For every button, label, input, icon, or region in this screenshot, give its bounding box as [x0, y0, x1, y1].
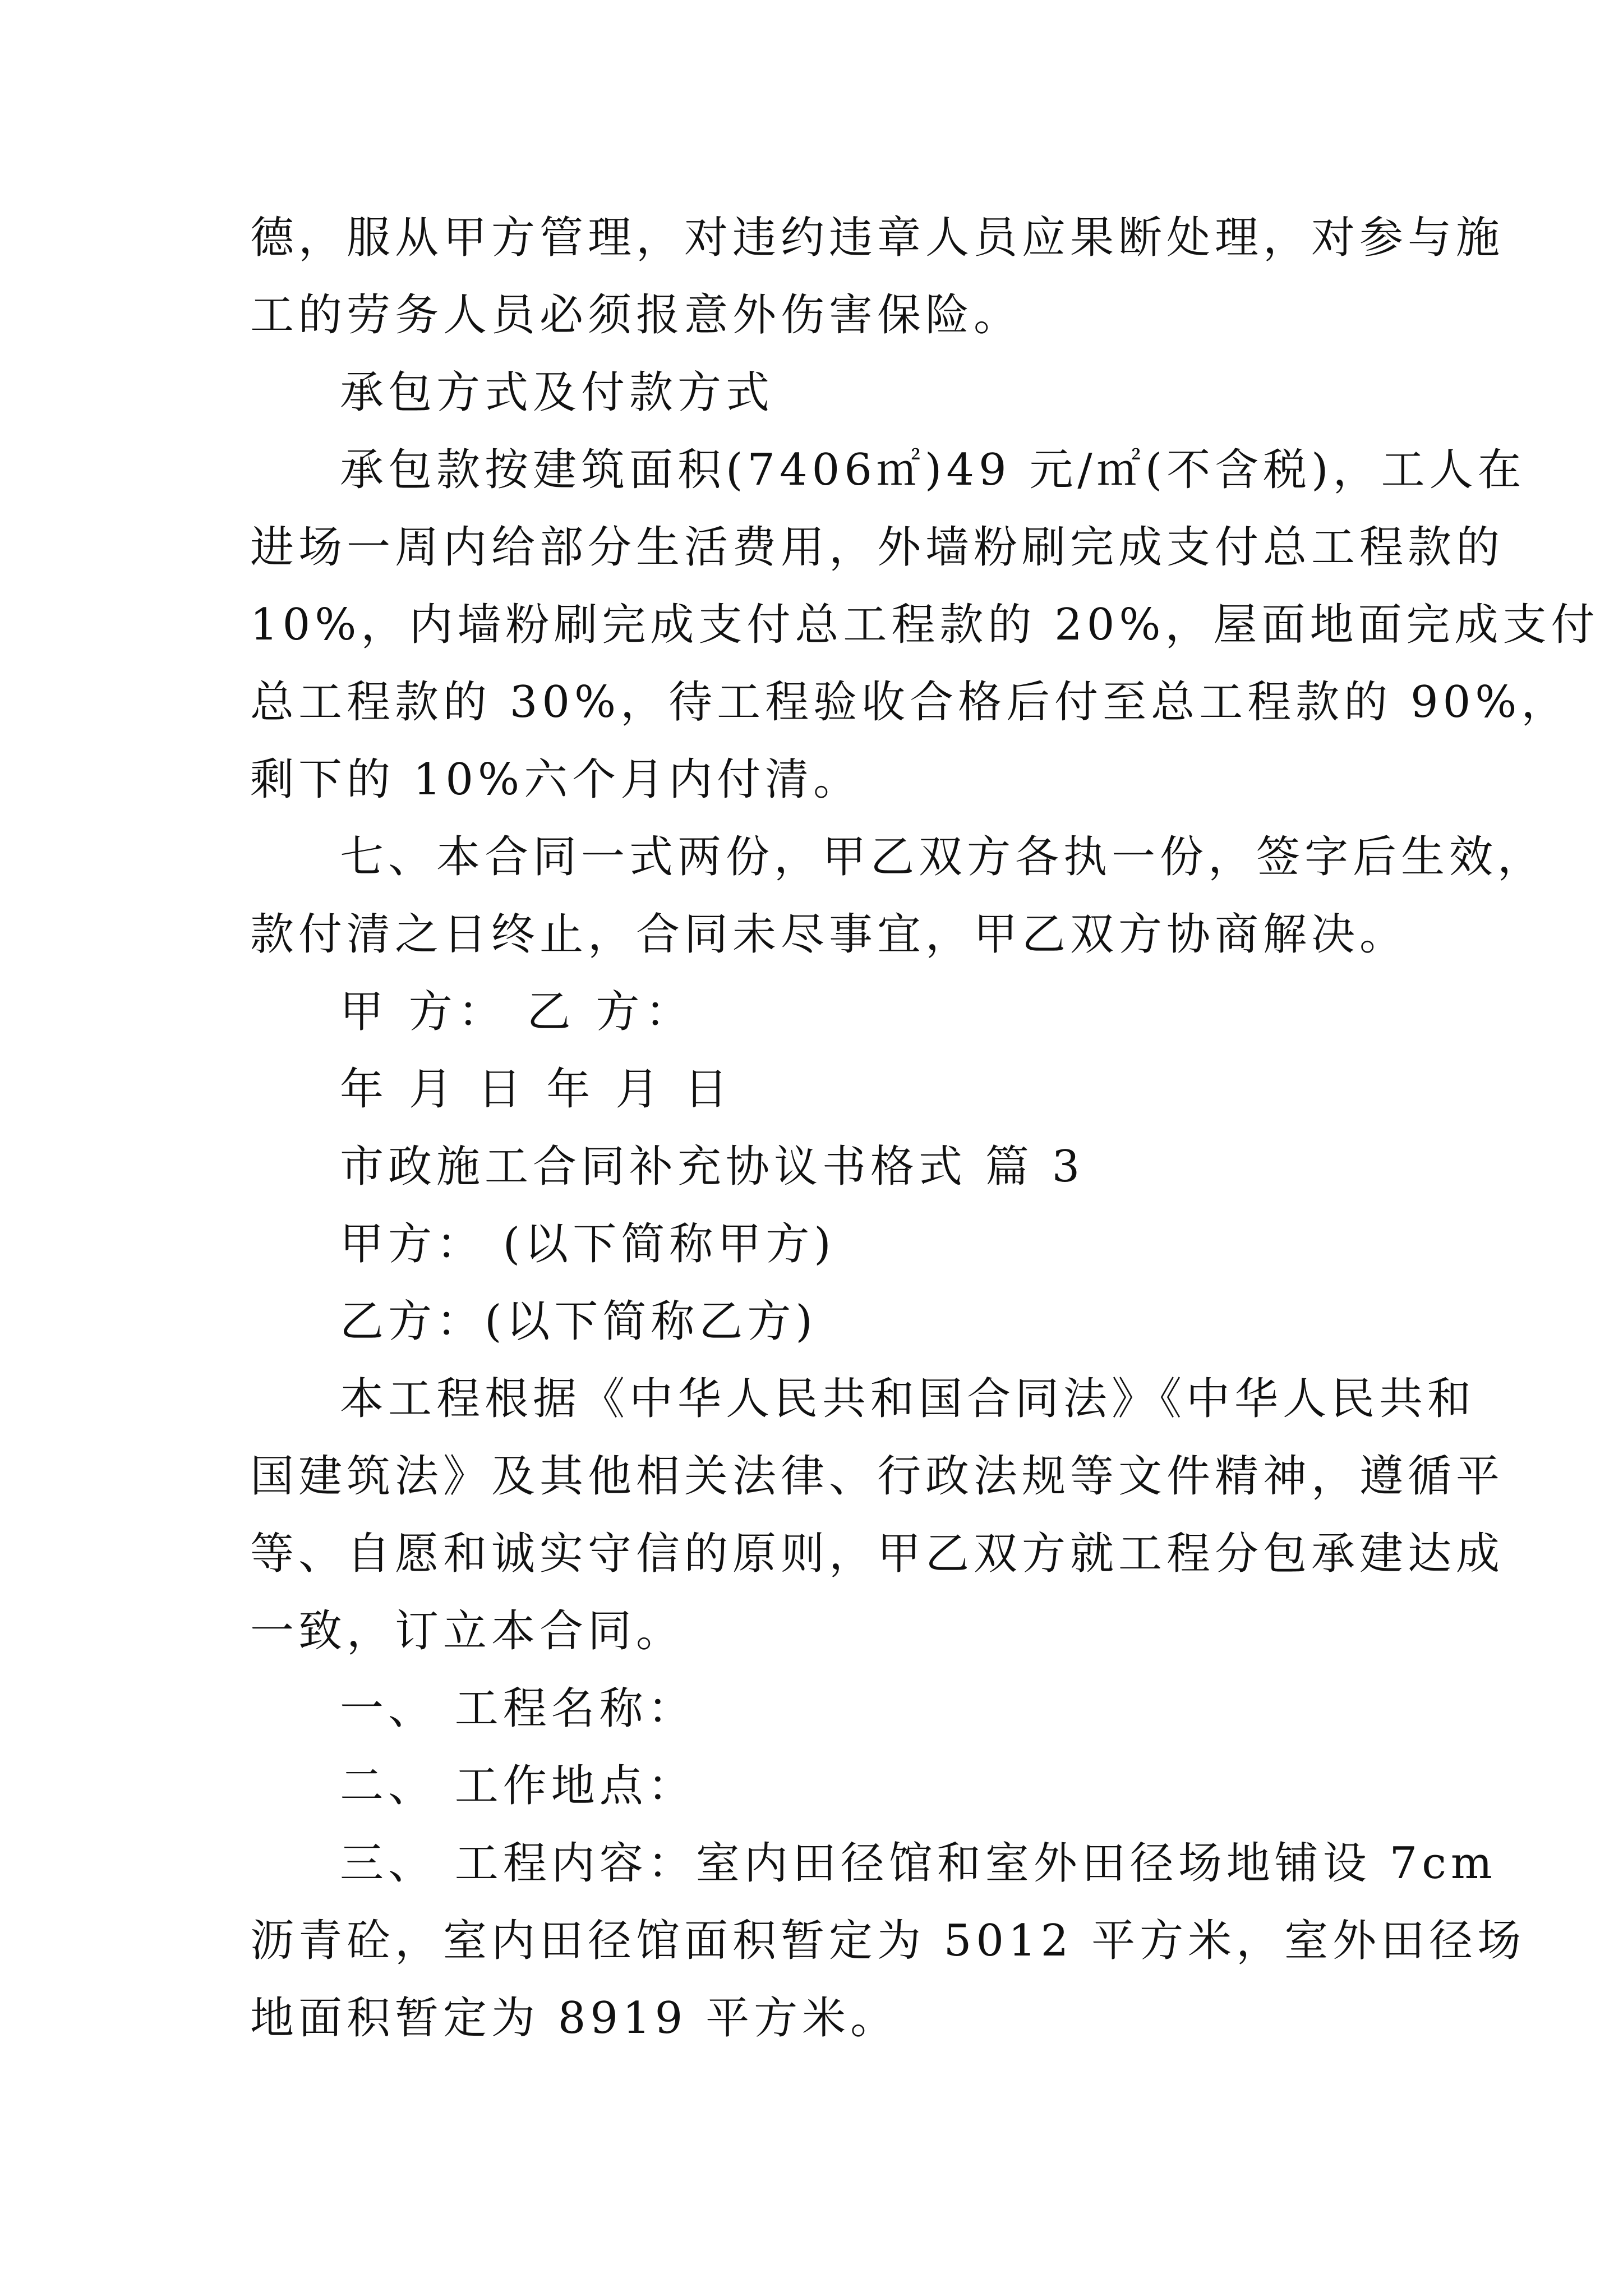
text-line: 10%，内墙粉刷完成支付总工程款的 20%，屋面地面完成支付 [250, 600, 1599, 650]
text-line: 等、自愿和诚实守信的原则，甲乙双方就工程分包承建达成 [250, 1529, 1505, 1579]
text-line: 剩下的 10%六个月内付清。 [250, 754, 862, 805]
text-line: 工的劳务人员必须报意外伤害保险。 [250, 290, 1022, 341]
signature-dates: 年 月 日 年 月 日 [340, 1064, 734, 1115]
party-a-line: 甲方： (以下简称甲方) [340, 1219, 836, 1269]
clause-project-name: 一、 工程名称： [340, 1683, 696, 1734]
text-line: 地面积暂定为 8919 平方米。 [250, 1993, 899, 2044]
text-line: 国建筑法》及其他相关法律、行政法规等文件精神，遵循平 [250, 1451, 1505, 1502]
text-line: 承包款按建筑面积(7406㎡)49 元/㎡(不含税)，工人在 [340, 445, 1526, 495]
clause-work-location: 二、 工作地点： [340, 1761, 696, 1811]
text-line: 德，服从甲方管理，对违约违章人员应果断处理，对参与施 [250, 213, 1505, 263]
text-line: 本工程根据《中华人民共和国合同法》《中华人民共和 [340, 1374, 1476, 1424]
text-line: 沥青砼，室内田径馆面积暂定为 5012 平方米，室外田径场 [250, 1916, 1526, 1966]
party-b-line: 乙方：(以下简称乙方) [340, 1296, 817, 1347]
signature-parties: 甲 方： 乙 方： [340, 987, 695, 1037]
section-title: 市政施工合同补充协议书格式 篇 3 [340, 1142, 1085, 1192]
clause-project-content: 三、 工程内容：室内田径馆和室外田径场地铺设 7cm [340, 1838, 1497, 1889]
text-line: 一致，订立本合同。 [250, 1606, 685, 1657]
text-line: 总工程款的 30%，待工程验收合格后付至总工程款的 90%， [250, 677, 1570, 728]
text-line: 七、本合同一式两份，甲乙双方各执一份，签字后生效， [340, 832, 1546, 882]
text-line: 进场一周内给部分生活费用，外墙粉刷完成支付总工程款的 [250, 522, 1505, 573]
text-line: 款付清之日终止，合同未尽事宜，甲乙双方协商解决。 [250, 909, 1408, 960]
section-heading: 承包方式及付款方式 [340, 367, 774, 418]
